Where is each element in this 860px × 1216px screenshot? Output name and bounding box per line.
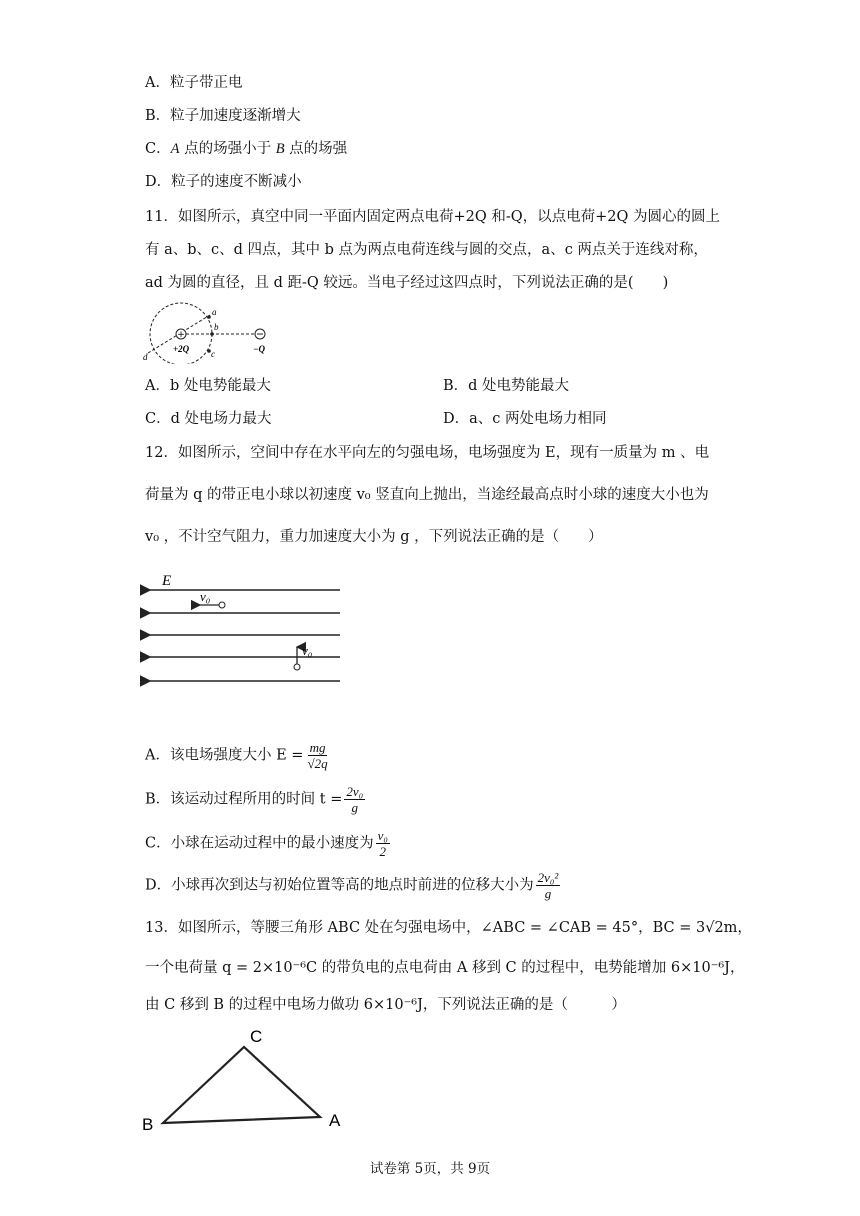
- q11-stem-line1: 11．如图所示，真空中同一平面内固定两点电荷+2Q 和-Q，以点电荷+2Q 为圆心的圆上: [145, 209, 720, 225]
- q11-option-b: B．d 处电势能最大: [443, 378, 570, 394]
- q11-fig-label-a: a: [212, 307, 217, 317]
- q12-option-d: D．小球再次到达与初始位置等高的地点时前进的位移大小为 $\frac{\text{2v₀²}}{g}$: [145, 870, 559, 901]
- q12-field-figure: [140, 565, 350, 690]
- q10-option-a: A．粒子带正电: [145, 75, 243, 91]
- q12-fig-label-v0-top: v₀: [200, 589, 211, 604]
- q11-fig-label-b: b: [214, 322, 219, 332]
- q11-fig-label-c: c: [211, 349, 215, 359]
- q12-option-b: B．该运动过程所用的时间 t = $\frac{\text{2v₀}}{g}$: [145, 784, 364, 815]
- q11-fig-label-d: d: [143, 352, 148, 362]
- q11-figure: [140, 300, 280, 364]
- page-footer: 试卷第 5页，共 9页: [369, 1161, 491, 1177]
- q12-fig-label-E: E: [162, 573, 172, 589]
- q12-stem-line2: 荷量为 q 的带正电小球以初速度 v₀ 竖直向上抛出，当途经最高点时小球的速度大小也为: [145, 487, 709, 503]
- q11-fig-label-neg: −Q: [253, 344, 265, 354]
- q13-stem-line2: 一个电荷量 q = 2×10⁻⁶C 的带负电的点电荷由 A 移到 C 的过程中，电势能增加 6×10⁻⁶J，: [145, 960, 745, 976]
- q13-stem-line3: 由 C 移到 B 的过程中电场力做功 6×10⁻⁶J，下列说法正确的是（ ）: [145, 997, 626, 1013]
- q11-stem-line2: 有 a、b、c、d 四点，其中 b 点为两点电荷连线与圆的交点，a、c 两点关于连线对称，: [145, 242, 708, 258]
- q12-option-a: A．该电场强度大小 E = $\frac{mg}{√2q}$: [145, 740, 328, 771]
- q11-stem-line3: ad 为圆的直径，且 d 距-Q 较远。当电子经过这四点时，下列说法正确的是( ): [145, 275, 669, 291]
- svg-text:+: +: [177, 330, 185, 340]
- q12-stem-line3: v₀ ，不计空气阻力，重力加速度大小为 g ，下列说法正确的是（ ）: [145, 529, 603, 545]
- q13-stem-line1: 13．如图所示，等腰三角形 ABC 处在匀强电场中，∠ABC = ∠CAB = 45°，BC = 3√2m，: [145, 920, 752, 936]
- q12-stem-line1: 12．如图所示，空间中存在水平向左的匀强电场，电场强度为 E，现有一质量为 m 、电: [145, 445, 710, 461]
- q10-option-d: D．粒子的速度不断减小: [145, 174, 302, 190]
- q13-triangle-figure: [138, 1022, 353, 1134]
- q12-fig-label-v0-bottom: v₀: [302, 643, 313, 658]
- q11-fig-label-pos: +2Q: [173, 344, 190, 354]
- q12-option-c: C．小球在运动过程中的最小速度为 $\frac{\text{v₀}}{2}$: [145, 828, 388, 859]
- q11-option-a: A．b 处电势能最大: [145, 378, 271, 394]
- q10-option-b: B．粒子加速度逐渐增大: [145, 108, 301, 124]
- q10-option-c: C．A 点的场强小于 B 点的场强: [145, 141, 348, 157]
- q11-option-c: C．d 处电场力最大: [145, 411, 272, 427]
- q11-option-d: D．a、c 两处电场力相同: [443, 411, 607, 427]
- q13-fig-label-B: B: [142, 1115, 154, 1134]
- q13-fig-label-A: A: [329, 1111, 341, 1130]
- q13-fig-label-C: C: [250, 1027, 263, 1046]
